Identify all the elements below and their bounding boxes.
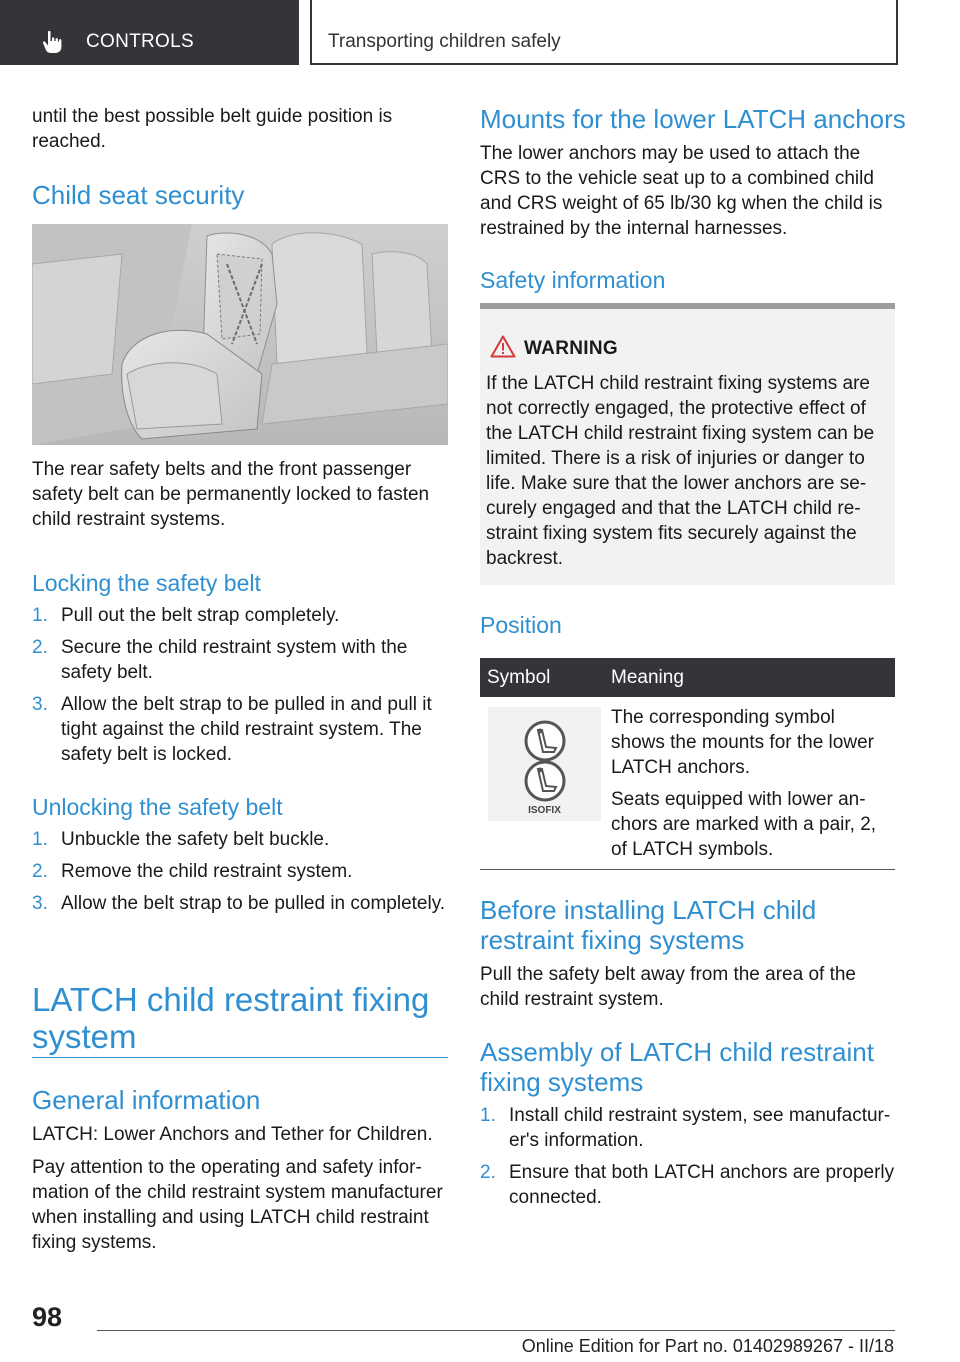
page-number: 98	[32, 1302, 63, 1332]
warning-text: If the LATCH child restraint fixing systems are not correctly engaged, the protective effect of the LATCH child restraint fixing system can be limited. There is a risk of injuries or danger to life. Make sure that the lower anchors are securely engaged and that the LATCH child restraint fixing system fits securely against the backrest.	[486, 373, 875, 569]
latch-child-seat-icon	[488, 707, 601, 821]
heading-safety-information: Safety information	[480, 267, 666, 293]
intro-text: until the best possible belt guide position is reached.	[32, 106, 393, 152]
heading-unlocking-safety-belt: Unlocking the safety belt	[32, 794, 283, 820]
list-item: 2. Remove the child restraint system.	[32, 861, 353, 882]
mounts-text: The lower anchors may be used to attach the CRS to the vehicle seat up to a combined child and CRS weight of 65 lb/30 kg when the child is restrained by the internal harnesses.	[480, 143, 883, 239]
heading-assembly: Assembly of LATCH child restraint fixing systems	[480, 1037, 874, 1097]
heading-general-information: General information	[32, 1085, 261, 1115]
heading-child-seat-security: Child seat security	[32, 180, 245, 210]
before-text: Pull the safety belt away from the area of the child restraint system.	[480, 964, 856, 1010]
list-item: 1. Install child restraint system, see manufacturer's information.	[480, 1105, 891, 1151]
pointing-hand-icon	[42, 30, 64, 54]
list-item: 1. Unbuckle the safety belt buckle.	[32, 829, 330, 850]
heading-locking-safety-belt: Locking the safety belt	[32, 570, 261, 596]
table-header	[480, 658, 895, 697]
meaning-text-2: Seats equipped with lower anchors are marked with a pair, 2, of LATCH symbols.	[611, 789, 877, 860]
list-item: 2. Secure the child restraint system with the safety belt.	[32, 637, 408, 683]
unlocking-steps-list	[32, 827, 448, 923]
chapter-tab	[310, 0, 898, 65]
heading-before-installing: Before installing LATCH child restraint fixing systems	[480, 895, 817, 955]
general-text-1: LATCH: Lower Anchors and Tether for Children.	[32, 1124, 433, 1145]
symbol-cell	[488, 707, 601, 821]
footer-edition: Online Edition for Part no. 01402989267 - II/18	[521, 1336, 894, 1356]
section-label: CONTROLS	[86, 31, 194, 52]
list-item: 1. Pull out the belt strap completely.	[32, 605, 340, 626]
heading-mounts: Mounts for the lower LATCH anchors	[480, 104, 906, 134]
photo-caption: The rear safety belts and the front passenger safety belt can be permanently locked to fasten child restraint systems.	[32, 459, 430, 530]
footer-rule	[97, 1330, 895, 1331]
warning-box	[480, 303, 895, 585]
heading-position: Position	[480, 612, 562, 638]
heading-latch-system: LATCH child restraint fixing system	[32, 981, 430, 1055]
locking-steps-list	[32, 603, 448, 774]
list-item: 3. Allow the belt strap to be pulled in and pull it tight against the child restraint system. The safety belt is locked.	[32, 694, 432, 765]
general-text-2: Pay attention to the operating and safety information of the child restraint system manufacturer when installing and using LATCH child restraint fixing systems.	[32, 1157, 443, 1253]
table-bottom-rule	[480, 869, 895, 870]
list-item: 2. Ensure that both LATCH anchors are properly connected.	[480, 1162, 895, 1208]
column-header-meaning: Meaning	[611, 667, 684, 688]
column-header-symbol: Symbol	[487, 667, 551, 688]
list-item: 3. Allow the belt strap to be pulled in completely.	[32, 893, 446, 914]
meaning-text-1: The corresponding symbol shows the mounts for the lower LATCH anchors.	[611, 707, 874, 778]
assembly-steps-list	[480, 1103, 895, 1217]
section-tab	[0, 0, 299, 65]
child-seat-photo	[32, 224, 448, 445]
warning-title: WARNING	[524, 338, 618, 359]
warning-triangle-icon	[490, 335, 516, 358]
heading-underline	[32, 1057, 448, 1058]
chapter-title: Transporting children safely	[328, 31, 561, 52]
isofix-label: ISOFIX	[528, 805, 561, 816]
